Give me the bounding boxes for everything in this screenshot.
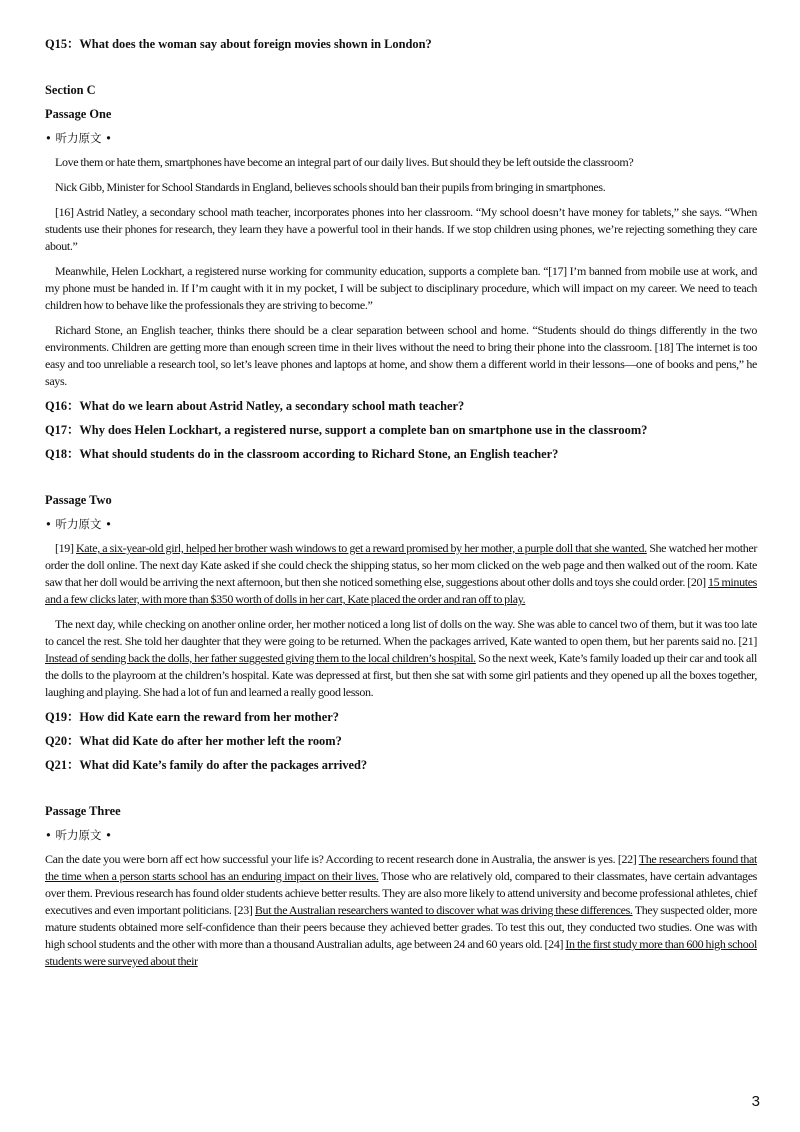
- section-c-heading: Section C: [45, 83, 96, 97]
- passage-two-title: Passage Two: [45, 493, 112, 507]
- transcript-tag: • 听力原文 •: [45, 828, 112, 842]
- question-21: Q21：What did Kate’s family do after the packages arrived?: [45, 758, 368, 772]
- underlined-answer: In the first study more than 600 high school students were surveyed about their: [45, 937, 757, 968]
- text: They suspected older, more mature students obtained more self-confidence than their peers because they achieved better grades. To test this out, they conducted two studies. One was with high school students and the other with more than a thousand Australian adults, age between 24 and 60 years old. [24]: [45, 903, 757, 951]
- p1-paragraph-3: [16] Astrid Natley, a secondary school math teacher, incorporates phones into her classroom. “My school doesn’t have money for tablets,” she says. “When students use their phones for research, they learn they have a powerful tool in their hands. If we stop children using phones, we’re rejecting something they care about.”: [45, 205, 757, 253]
- question-18: Q18：What should students do in the classroom according to Richard Stone, an English teacher?: [45, 447, 559, 461]
- p1-paragraph-2: Nick Gibb, Minister for School Standards in England, believes schools should ban their pupils from bringing in smartphones.: [55, 180, 606, 194]
- underlined-answer: The researchers found that the time when a person starts school has an enduring impact on their lives.: [45, 852, 757, 883]
- p1-paragraph-5: Richard Stone, an English teacher, thinks there should be a clear separation between school and home. “Students should do things differently in the two environments. Children are getting more than enough screen time in their lives without the need to bring their phone into the classroom. [18] The internet is too easy and too unreliable a research tool, so let’s leave phones and laptops at home, and show them a different world in their lessons—one of books and pens,” he says.: [45, 323, 757, 388]
- passage-three-title: Passage Three: [45, 804, 121, 818]
- question-15: Q15：What does the woman say about foreign movies shown in London?: [45, 37, 432, 51]
- question-19: Q19：How did Kate earn the reward from her mother?: [45, 710, 339, 724]
- p1-paragraph-1: Love them or hate them, smartphones have become an integral part of our daily lives. But should they be left outside the classroom?: [55, 155, 634, 169]
- question-17: Q17：Why does Helen Lockhart, a registered nurse, support a complete ban on smartphone use in the classroom?: [45, 423, 648, 437]
- text: Those who are relatively old, compared to their classmates, have certain advantages over them. Previous research has found older students achieve better results. They are also more likely to attend university and become professional athletes, chief executives and even important politicians. [23]: [45, 869, 757, 917]
- page-number: 3: [751, 1093, 760, 1110]
- text: The next day, while checking on another online order, her mother noticed a long list of dolls on the way. She was able to cancel two of them, but it was too late to cancel the rest. She told her daughter that they were going to be returned. When the packages arrived, Kate wanted to open them, but her parents said no. [21]: [45, 617, 757, 648]
- passage-one-title: Passage One: [45, 107, 112, 121]
- text: She watched her mother order the doll online. The next day Kate asked if she could check the shipping status, so her mom clicked on the web page and then walked out of the room. Kate saw that her doll would be arriving the next afternoon, but then she noticed something else, suggestions about other dolls and toys she could order. [20]: [45, 541, 758, 589]
- question-16: Q16：What do we learn about Astrid Natley, a secondary school math teacher?: [45, 399, 465, 413]
- document-page: [45, 36, 757, 970]
- question-20: Q20：What did Kate do after her mother left the room?: [45, 734, 342, 748]
- underlined-answer: 15 minutes and a few clicks later, with more than $350 worth of dolls in her cart, Kate placed the order and ran off to play.: [45, 575, 757, 606]
- underlined-answer: Kate, a six-year-old girl, helped her brother wash windows to get a reward promised by her mother, a purple doll that she wanted.: [75, 541, 647, 555]
- underlined-answer: Instead of sending back the dolls, her father suggested giving them to the local children’s hospital.: [45, 651, 476, 665]
- p1-paragraph-4: Meanwhile, Helen Lockhart, a registered nurse working for community education, supports a complete ban. “[17] I’m banned from mobile use at work, and my phone must be handed in. If I’m caught with it in my pocket, I will be subject to disciplinary procedure, which will impact on my career. We need to teach children how to behave like the professionals they are striving to become.”: [45, 264, 757, 312]
- underlined-answer: But the Australian researchers wanted to discover what was driving these differences.: [254, 903, 633, 917]
- p2-paragraph-1: [45, 540, 757, 608]
- text: [19]: [55, 541, 76, 555]
- p2-paragraph-2: [45, 616, 757, 701]
- p3-paragraph-1: [45, 851, 757, 970]
- text: Can the date you were born aff ect how successful your life is? According to recent research done in Australia, the answer is yes. [22]: [45, 852, 639, 866]
- transcript-tag: • 听力原文 •: [45, 131, 112, 145]
- transcript-tag: • 听力原文 •: [45, 517, 112, 531]
- text: So the next week, Kate’s family loaded up their car and took all the dolls to the playroom at the children’s hospital. Kate was depressed at first, but then she sat with some girl patients and they opened up all the boxes together, laughing and playing. She had a lot of fun and learned a really good lesson.: [45, 651, 757, 699]
